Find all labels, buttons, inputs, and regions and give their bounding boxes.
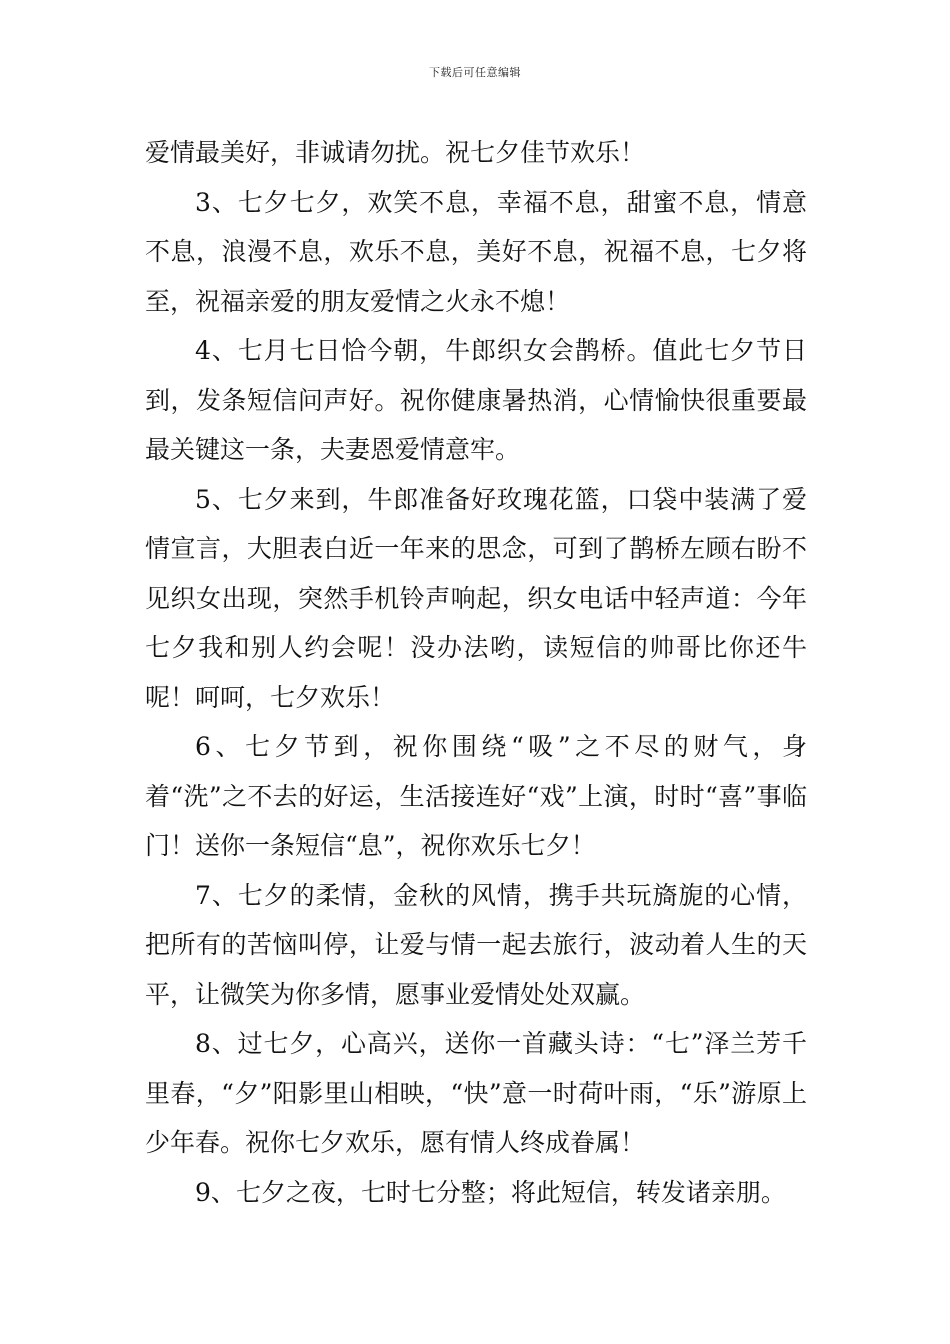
paragraph-item-4: 4、七月七日恰今朝，牛郎织女会鹊桥。值此七夕节日到，发条短信问声好。祝你健康暑热消，心情愉快很重要最最关键这一条，夫妻恩爱情意牢。 [145,336,807,464]
paragraph-item-3: 3、七夕七夕，欢笑不息，幸福不息，甜蜜不息，情意不息，浪漫不息，欢乐不息，美好不息，祝福不息，七夕将至，祝福亲爱的朋友爱情之火永不熄！ [145,187,807,316]
paragraph-item-5: 5、七夕来到，牛郎准备好玫瑰花篮，口袋中装满了爱情宣言，大胆表白近一年来的思念，可到了鹊桥左顾右盼不见织女出现，突然手机铃声响起，织女电话中轻声道：今年七夕我和别人约会呢！没办法哟，读短信的帅哥比你还牛呢！呵呵，七夕欢乐！ [145,484,807,712]
paragraph-item-8: 8、过七夕，心高兴，送你一首藏头诗：“七”泽兰芳千里春，“夕”阳影里山相映，“快”意一时荷叶雨，“乐”游原上少年春。祝你七夕欢乐，愿有情人终成眷属！ [145,1029,807,1157]
document-body [145,128,807,1217]
paragraph-item-6: 6、七夕节到，祝你围绕“吸”之不尽的财气，身着“洗”之不去的好运，生活接连好“戏”上演，时时“喜”事临门！送你一条短信“息”，祝你欢乐七夕！ [145,732,807,860]
paragraph-continuation: 爱情最美好，非诚请勿扰。祝七夕佳节欢乐！ [145,138,646,167]
paragraph-item-9: 9、七夕之夜，七时七分整；将此短信，转发诸亲朋。 [195,1177,786,1207]
page-header: 下载后可任意编辑 [429,66,521,79]
paragraph-item-7: 7、七夕的柔情，金秋的风情，携手共玩旖旎的心情，把所有的苦恼叫停，让爱与情一起去旅行，波动着人生的天平，让微笑为你多情，愿事业爱情处处双赢。 [145,880,807,1009]
